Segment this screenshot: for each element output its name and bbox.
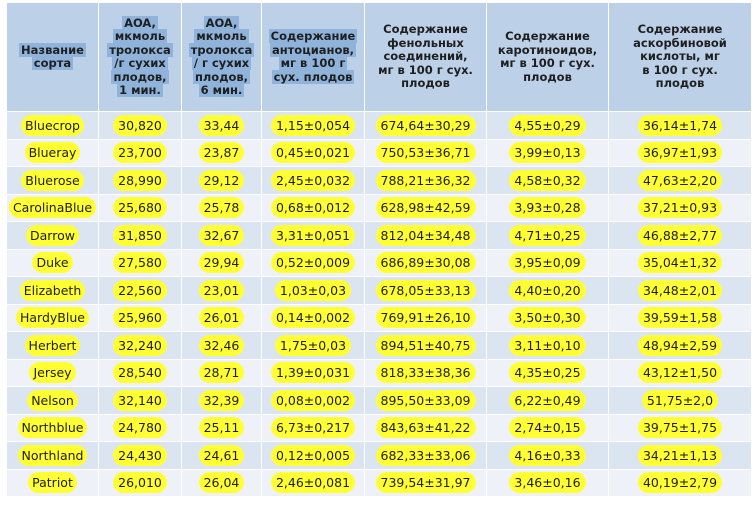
- cell-phenolics: [365, 249, 487, 277]
- cell-anthocyanins: [262, 222, 365, 250]
- highlighted-value: 36,97±1,93: [638, 142, 722, 163]
- highlighted-value: 0,08±0,002: [271, 390, 355, 411]
- cell-variety: [7, 277, 99, 305]
- cultivar-table: [6, 2, 752, 497]
- header-line: Содержание: [270, 29, 356, 43]
- table-row: [7, 167, 752, 195]
- cell-carotenoids: [487, 387, 609, 415]
- highlighted-value: 34,21±1,13: [638, 445, 722, 466]
- header-line: мг в 100 г: [280, 56, 346, 70]
- highlighted-value: 894,51±40,75: [376, 335, 476, 356]
- highlighted-value: Bluerose: [21, 170, 83, 191]
- highlighted-value: 40,19±2,79: [638, 472, 722, 493]
- highlighted-value: Jersey: [29, 362, 75, 383]
- highlighted-value: Nelson: [27, 390, 78, 411]
- highlighted-value: 769,91±26,10: [376, 307, 476, 328]
- cell-carotenoids: [487, 332, 609, 360]
- cell-anthocyanins: [262, 304, 365, 332]
- cell-aoa-6min: [182, 249, 262, 277]
- header-line: 1 мин.: [119, 83, 161, 97]
- cell-carotenoids: [487, 194, 609, 222]
- cell-carotenoids: [487, 277, 609, 305]
- cell-ascorbic-acid: [609, 469, 752, 497]
- highlighted-value: 24,780: [113, 417, 167, 438]
- highlighted-value: 32,240: [113, 335, 167, 356]
- highlighted-value: 47,63±2,20: [638, 170, 722, 191]
- table-row: [7, 222, 752, 250]
- table-row: [7, 194, 752, 222]
- cell-phenolics: [365, 469, 487, 497]
- highlighted-value: 24,61: [199, 445, 245, 466]
- table-row: [7, 332, 752, 360]
- highlighted-value: 24,430: [113, 445, 167, 466]
- highlighted-value: 36,14±1,74: [638, 115, 722, 136]
- header-line: AOA,: [205, 15, 238, 30]
- cell-aoa-6min: [182, 277, 262, 305]
- table-row: [7, 139, 752, 167]
- highlighted-value: Bluecrop: [21, 115, 84, 136]
- highlighted-value: 2,74±0,15: [509, 417, 585, 438]
- header-line: в 100 г сух.: [642, 62, 718, 77]
- header-variety-name: [7, 3, 99, 112]
- cell-anthocyanins: [262, 414, 365, 442]
- highlighted-value: 3,50±0,30: [509, 307, 585, 328]
- highlighted-value: 28,71: [199, 362, 245, 383]
- cell-ascorbic-acid: [609, 139, 752, 167]
- cell-variety: [7, 442, 99, 470]
- highlighted-value: HardyBlue: [16, 307, 89, 328]
- cell-carotenoids: [487, 222, 609, 250]
- highlighted-value: 28,990: [113, 170, 167, 191]
- highlighted-value: Elizabeth: [20, 280, 86, 301]
- cell-variety: [7, 167, 99, 195]
- highlighted-value: 4,16±0,33: [509, 445, 585, 466]
- cell-ascorbic-acid: [609, 249, 752, 277]
- highlighted-value: Northblue: [18, 417, 88, 438]
- highlighted-value: 32,46: [199, 335, 245, 356]
- highlighted-value: 6,22±0,49: [509, 390, 585, 411]
- header-ascorbic-acid: [609, 3, 752, 112]
- table-row: [7, 387, 752, 415]
- header-line: / г сухих: [193, 56, 250, 70]
- header-line: кислоты, мг: [640, 49, 720, 64]
- highlighted-value: 48,94±2,59: [638, 335, 722, 356]
- header-aoa-6min: [182, 3, 262, 112]
- cell-aoa-1min: [99, 332, 182, 360]
- header-line: плодов: [523, 69, 572, 84]
- highlighted-value: Blueray: [25, 142, 81, 163]
- cell-aoa-6min: [182, 112, 262, 140]
- cell-aoa-6min: [182, 304, 262, 332]
- cell-aoa-1min: [99, 359, 182, 387]
- table-row: [7, 359, 752, 387]
- cell-variety: [7, 194, 99, 222]
- highlighted-value: 674,64±30,29: [376, 115, 476, 136]
- header-line: сух. плодов: [273, 69, 353, 84]
- cell-carotenoids: [487, 469, 609, 497]
- header-line: /г сухих: [114, 56, 166, 70]
- cell-carotenoids: [487, 139, 609, 167]
- header-phenolics: [365, 3, 487, 112]
- cell-variety: [7, 387, 99, 415]
- cell-ascorbic-acid: [609, 387, 752, 415]
- highlighted-value: 39,75±1,75: [638, 417, 722, 438]
- cell-aoa-6min: [182, 359, 262, 387]
- table-row: [7, 414, 752, 442]
- cell-ascorbic-acid: [609, 112, 752, 140]
- highlighted-value: Northland: [18, 445, 88, 466]
- header-line: AOA,: [124, 15, 156, 30]
- highlighted-value: 35,04±1,32: [638, 252, 722, 273]
- header-line: мг в 100 г сух.: [378, 62, 473, 77]
- cell-carotenoids: [487, 359, 609, 387]
- header-anthocyanins: [262, 3, 365, 112]
- cell-ascorbic-acid: [609, 414, 752, 442]
- cell-aoa-1min: [99, 139, 182, 167]
- cell-variety: [7, 469, 99, 497]
- cell-aoa-6min: [182, 222, 262, 250]
- highlighted-value: 686,89±30,08: [376, 252, 476, 273]
- highlighted-value: 43,12±1,50: [638, 362, 722, 383]
- cell-aoa-1min: [99, 387, 182, 415]
- highlighted-value: 1,15±0,054: [271, 115, 355, 136]
- cell-ascorbic-acid: [609, 222, 752, 250]
- cell-phenolics: [365, 414, 487, 442]
- header-row: [7, 3, 752, 112]
- table-body: [7, 112, 752, 497]
- cell-phenolics: [365, 194, 487, 222]
- highlighted-value: 4,71±0,25: [509, 225, 585, 246]
- highlighted-value: 788,21±36,32: [376, 170, 476, 191]
- highlighted-value: 0,68±0,012: [271, 197, 355, 218]
- cell-ascorbic-acid: [609, 304, 752, 332]
- cell-variety: [7, 139, 99, 167]
- header-line: мкмоль: [114, 29, 166, 43]
- highlighted-value: 4,35±0,25: [509, 362, 585, 383]
- data-table-container: [6, 2, 751, 497]
- highlighted-value: 39,59±1,58: [638, 307, 722, 328]
- cell-anthocyanins: [262, 194, 365, 222]
- cell-aoa-1min: [99, 112, 182, 140]
- highlighted-value: 4,40±0,20: [509, 280, 585, 301]
- cell-anthocyanins: [262, 469, 365, 497]
- cell-carotenoids: [487, 249, 609, 277]
- highlighted-value: 0,12±0,005: [271, 445, 355, 466]
- highlighted-value: 4,55±0,29: [509, 115, 585, 136]
- table-row: [7, 442, 752, 470]
- header-line: плодов,: [113, 69, 167, 84]
- highlighted-value: 37,21±0,93: [638, 197, 722, 218]
- highlighted-value: 843,63±41,22: [376, 417, 476, 438]
- cell-aoa-1min: [99, 304, 182, 332]
- header-line: Название: [21, 42, 84, 57]
- highlighted-value: 628,98±42,59: [376, 197, 476, 218]
- highlighted-value: 31,850: [113, 225, 167, 246]
- cell-aoa-6min: [182, 387, 262, 415]
- highlighted-value: 4,58±0,32: [509, 170, 585, 191]
- highlighted-value: 26,01: [199, 307, 245, 328]
- table-row: [7, 112, 752, 140]
- highlighted-value: 34,48±2,01: [638, 280, 722, 301]
- header-line: мг в 100 г сух.: [500, 56, 595, 70]
- cell-aoa-6min: [182, 194, 262, 222]
- cell-variety: [7, 414, 99, 442]
- header-line: мкмоль: [196, 29, 247, 43]
- header-line: тролокса: [109, 42, 171, 57]
- cell-ascorbic-acid: [609, 442, 752, 470]
- cell-phenolics: [365, 139, 487, 167]
- header-line: сорта: [33, 56, 72, 70]
- highlighted-value: 2,46±0,081: [271, 472, 355, 493]
- cell-aoa-1min: [99, 222, 182, 250]
- highlighted-value: Duke: [32, 252, 72, 273]
- cell-variety: [7, 359, 99, 387]
- header-line: фенольных: [387, 35, 464, 50]
- highlighted-value: 739,54±31,97: [376, 472, 476, 493]
- header-line: 6 мин.: [200, 83, 243, 97]
- cell-anthocyanins: [262, 277, 365, 305]
- cell-phenolics: [365, 167, 487, 195]
- highlighted-value: 25,680: [113, 197, 167, 218]
- highlighted-value: 28,540: [113, 362, 167, 383]
- cell-aoa-1min: [99, 469, 182, 497]
- highlighted-value: 1,39±0,031: [271, 362, 355, 383]
- highlighted-value: 23,01: [199, 280, 245, 301]
- header-line: тролокса: [190, 42, 253, 57]
- cell-variety: [7, 112, 99, 140]
- header-line: Содержание: [383, 22, 468, 37]
- highlighted-value: 818,33±38,36: [376, 362, 476, 383]
- highlighted-value: 29,12: [199, 170, 245, 191]
- highlighted-value: 30,820: [113, 115, 167, 136]
- header-aoa-1min: [99, 3, 182, 112]
- cell-anthocyanins: [262, 139, 365, 167]
- cell-carotenoids: [487, 304, 609, 332]
- highlighted-value: Darrow: [26, 225, 79, 246]
- cell-aoa-6min: [182, 332, 262, 360]
- highlighted-value: 25,960: [113, 307, 167, 328]
- cell-aoa-1min: [99, 414, 182, 442]
- highlighted-value: 678,05±33,13: [376, 280, 476, 301]
- highlighted-value: 23,87: [199, 142, 245, 163]
- cell-anthocyanins: [262, 249, 365, 277]
- highlighted-value: 682,33±33,06: [376, 445, 476, 466]
- cell-aoa-6min: [182, 167, 262, 195]
- highlighted-value: 33,44: [199, 115, 245, 136]
- highlighted-value: 750,53±36,71: [376, 142, 476, 163]
- highlighted-value: 22,560: [113, 280, 167, 301]
- cell-ascorbic-acid: [609, 332, 752, 360]
- cell-anthocyanins: [262, 167, 365, 195]
- highlighted-value: 23,700: [113, 142, 167, 163]
- header-line: плодов,: [194, 69, 249, 84]
- highlighted-value: 0,52±0,009: [271, 252, 355, 273]
- cell-carotenoids: [487, 414, 609, 442]
- header-carotenoids: [487, 3, 609, 112]
- cell-ascorbic-acid: [609, 277, 752, 305]
- cell-anthocyanins: [262, 359, 365, 387]
- highlighted-value: 0,14±0,002: [271, 307, 355, 328]
- highlighted-value: CarolinaBlue: [9, 197, 96, 218]
- highlighted-value: 3,93±0,28: [509, 197, 585, 218]
- cell-variety: [7, 304, 99, 332]
- cell-aoa-6min: [182, 139, 262, 167]
- cell-phenolics: [365, 304, 487, 332]
- table-row: [7, 304, 752, 332]
- cell-carotenoids: [487, 167, 609, 195]
- highlighted-value: 26,04: [199, 472, 245, 493]
- highlighted-value: 3,31±0,051: [271, 225, 355, 246]
- cell-aoa-6min: [182, 442, 262, 470]
- header-line: соединений,: [383, 49, 468, 64]
- highlighted-value: 32,39: [199, 390, 245, 411]
- cell-phenolics: [365, 222, 487, 250]
- highlighted-value: 27,580: [113, 252, 167, 273]
- highlighted-value: 1,75±0,03: [275, 335, 351, 356]
- cell-phenolics: [365, 442, 487, 470]
- highlighted-value: 812,04±34,48: [376, 225, 476, 246]
- cell-aoa-6min: [182, 414, 262, 442]
- highlighted-value: 29,94: [199, 252, 245, 273]
- highlighted-value: 3,46±0,16: [509, 472, 585, 493]
- header-line: Содержание: [505, 29, 590, 43]
- cell-phenolics: [365, 332, 487, 360]
- header-line: Содержание: [637, 22, 723, 37]
- cell-anthocyanins: [262, 442, 365, 470]
- header-line: плодов: [401, 76, 450, 91]
- cell-variety: [7, 249, 99, 277]
- highlighted-value: 6,73±0,217: [271, 417, 355, 438]
- cell-variety: [7, 332, 99, 360]
- cell-phenolics: [365, 359, 487, 387]
- cell-phenolics: [365, 277, 487, 305]
- cell-carotenoids: [487, 112, 609, 140]
- cell-carotenoids: [487, 442, 609, 470]
- highlighted-value: 32,140: [113, 390, 167, 411]
- highlighted-value: 26,010: [113, 472, 167, 493]
- table-row: [7, 249, 752, 277]
- cell-variety: [7, 222, 99, 250]
- cell-aoa-1min: [99, 442, 182, 470]
- table-row: [7, 277, 752, 305]
- header-line: каротиноидов,: [497, 42, 598, 57]
- highlighted-value: 895,50±33,09: [376, 390, 476, 411]
- cell-phenolics: [365, 387, 487, 415]
- highlighted-value: 3,99±0,13: [509, 142, 585, 163]
- cell-aoa-1min: [99, 194, 182, 222]
- header-line: плодов: [655, 76, 705, 91]
- highlighted-value: 3,11±0,10: [509, 335, 585, 356]
- highlighted-value: 3,95±0,09: [509, 252, 585, 273]
- highlighted-value: Patriot: [28, 472, 77, 493]
- highlighted-value: 46,88±2,77: [638, 225, 722, 246]
- table-row: [7, 469, 752, 497]
- cell-aoa-1min: [99, 277, 182, 305]
- cell-phenolics: [365, 112, 487, 140]
- highlighted-value: 25,78: [199, 197, 245, 218]
- cell-ascorbic-acid: [609, 194, 752, 222]
- header-line: аскорбиновой: [633, 35, 727, 50]
- cell-aoa-1min: [99, 249, 182, 277]
- highlighted-value: 2,45±0,032: [271, 170, 355, 191]
- highlighted-value: 25,11: [199, 417, 245, 438]
- cell-anthocyanins: [262, 112, 365, 140]
- cell-ascorbic-acid: [609, 167, 752, 195]
- highlighted-value: 0,45±0,021: [271, 142, 355, 163]
- cell-aoa-1min: [99, 167, 182, 195]
- cell-ascorbic-acid: [609, 359, 752, 387]
- highlighted-value: 1,03±0,03: [275, 280, 351, 301]
- highlighted-value: 32,67: [199, 225, 245, 246]
- cell-anthocyanins: [262, 332, 365, 360]
- highlighted-value: Herbert: [25, 335, 81, 356]
- cell-anthocyanins: [262, 387, 365, 415]
- cell-aoa-6min: [182, 469, 262, 497]
- header-line: антоцианов,: [271, 42, 355, 57]
- highlighted-value: 51,75±2,0: [642, 390, 718, 411]
